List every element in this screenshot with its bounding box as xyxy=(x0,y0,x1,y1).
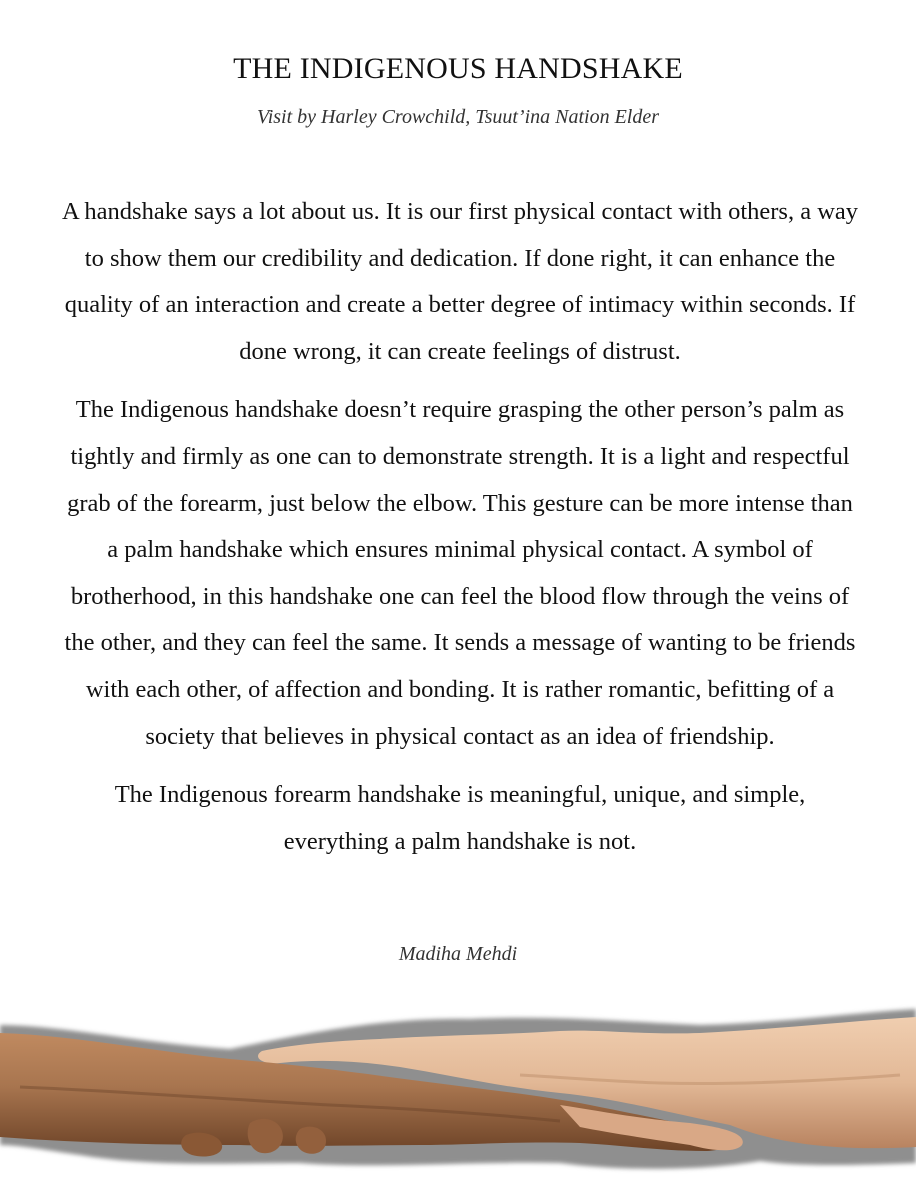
paragraph-2: The Indigenous handshake doesn’t require grasping the other person’s palm as tightly and firmly as one can to demonstrate strength. It is a light and respectful grab of the forearm, just below the elbow. This gesture can be more intense than a palm handshake which ensures minimal physical contact. A symbol of brotherhood, in this handshake one can feel the blood flow through the veins of the other, and they can feel the same. It sends a message of wanting to be friends with each other, of affection and bonding. It is rather romantic, befitting of a society that believes in physical contact as an idea of friendship. xyxy=(64,396,856,750)
forearm-handshake-illustration xyxy=(0,995,916,1185)
article-body xyxy=(60,189,860,877)
paragraph-1: A handshake says a lot about us. It is our first physical contact with others, a way to show them our credibility and dedication. If done right, it can enhance the quality of an interaction and create a better degree of intimacy within seconds. If done wrong, it can create feelings of distrust. xyxy=(61,198,859,365)
page-title: THE INDIGENOUS HANDSHAKE xyxy=(233,52,683,85)
paragraph-3: The Indigenous forearm handshake is meaningful, unique, and simple, everything a palm handshake is not. xyxy=(114,781,806,855)
author-signature: Madiha Mehdi xyxy=(398,943,518,965)
page-subtitle: Visit by Harley Crowchild, Tsuut’ina Nation Elder xyxy=(256,106,660,128)
